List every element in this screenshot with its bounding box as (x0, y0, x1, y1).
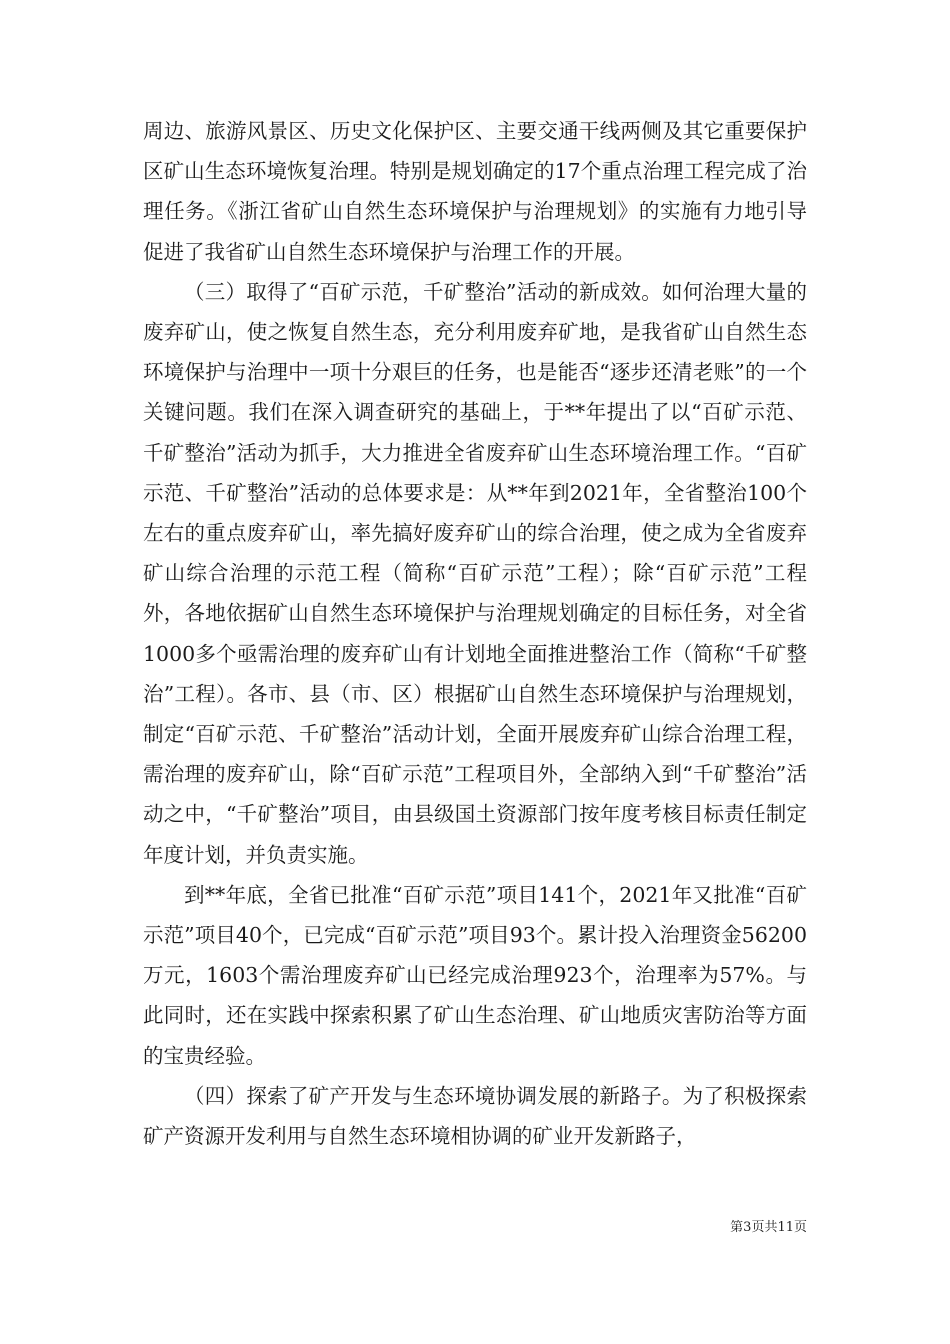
paragraph-progress-stats: 到**年底，全省已批准“百矿示范”项目141个，2021年又批准“百矿示范”项目40个，已完成“百矿示范”项目93个。累计投入治理资金56200万元，1603个需治理废弃矿山已经完成治理923个，治理率为57%。与此同时，还在实践中探索积累了矿山生态治理、矿山地质灾害防治等方面的宝贵经验。 (143, 882, 807, 1068)
paragraph-section-three: （三）取得了“百矿示范，千矿整治”活动的新成效。如何治理大量的废弃矿山，使之恢复自然生态，充分利用废弃矿地，是我省矿山自然生态环境保护与治理中一项十分艰巨的任务，也是能否“逐步还清老账”的一个关键问题。我们在深入调查研究的基础上，于**年提出了以“百矿示范、千矿整治”活动为抓手，大力推进全省废弃矿山生态环境治理工作。“百矿示范、千矿整治”活动的总体要求是：从**年到2021年，全省整治100个左右的重点废弃矿山，率先搞好废弃矿山的综合治理，使之成为全省废弃矿山综合治理的示范工程（简称“百矿示范”工程）；除“百矿示范”工程外，各地依据矿山自然生态环境保护与治理规划确定的目标任务，对全省1000多个亟需治理的废弃矿山有计划地全面推进整治工作（简称“千矿整治”工程）。各市、县（市、区）根据矿山自然生态环境保护与治理规划，制定“百矿示范、千矿整治”活动计划，全面开展废弃矿山综合治理工程，需治理的废弃矿山，除“百矿示范”工程项目外，全部纳入到“千矿整治”活动之中，“千矿整治”项目，由县级国土资源部门按年度考核目标责任制定年度计划，并负责实施。 (143, 279, 807, 867)
document-body (143, 111, 807, 1156)
paragraph-continuation: 周边、旅游风景区、历史文化保护区、主要交通干线两侧及其它重要保护区矿山生态环境恢复治理。特别是规划确定的17个重点治理工程完成了治理任务。《浙江省矿山自然生态环境保护与治理规划》的实施有力地引导促进了我省矿山自然生态环境保护与治理工作的开展。 (143, 119, 807, 264)
paragraph-section-four: （四）探索了矿产开发与生态环境协调发展的新路子。为了积极探索矿产资源开发利用与自然生态环境相协调的矿业开发新路子， (143, 1083, 807, 1149)
page-number-footer: 第3页共11页 (730, 1220, 807, 1235)
